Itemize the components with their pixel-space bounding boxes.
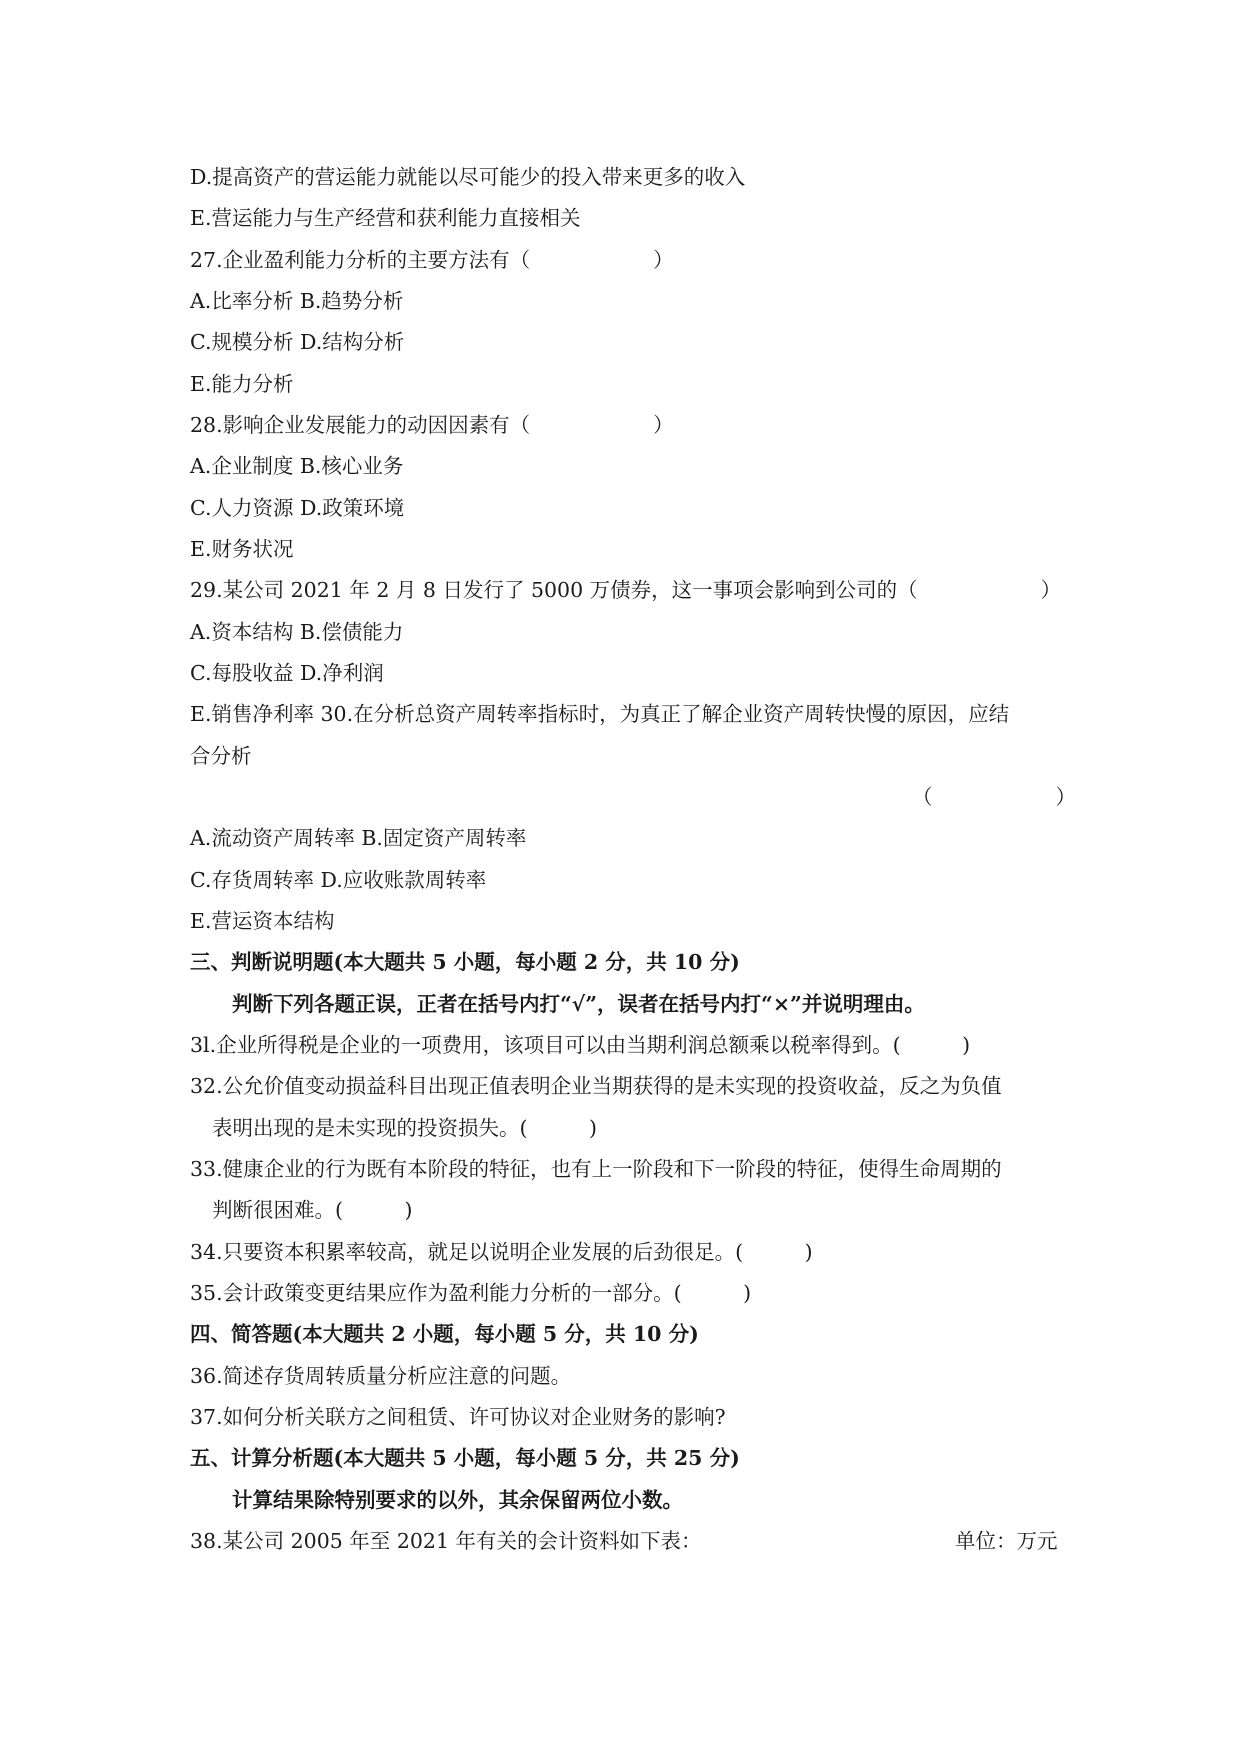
options-30ab: A.流动资产周转率 B.固定资产周转率: [190, 826, 527, 850]
section-4-heading: 四、简答题(本大题共 2 小题，每小题 5 分，共 10 分): [190, 1322, 699, 1346]
question-31: 3l.企业所得税是企业的一项费用，该项目可以由当期利润总额乘以税率得到。( ): [190, 1033, 971, 1057]
section-5-instructions: 计算结果除特别要求的以外，其余保留两位小数。: [232, 1488, 683, 1512]
question-28: 28.影响企业发展能力的动因因素有（ ）: [190, 413, 674, 437]
option-30e: E.营运资本结构: [190, 909, 335, 933]
options-28ab: A.企业制度 B.核心业务: [190, 454, 404, 478]
option-29e-question-30: E.销售净利率 30.在分析总资产周转率指标时，为真正了解企业资产周转快慢的原因，应结: [190, 702, 1010, 726]
options-28cd: C.人力资源 D.政策环境: [190, 496, 405, 520]
option-27e: E.能力分析: [190, 372, 294, 396]
question-32: 32.公允价值变动损益科目出现正值表明企业当期获得的是未实现的投资收益，反之为负值: [190, 1074, 1002, 1098]
question-29: 29.某公司 2021 年 2 月 8 日发行了 5000 万债券，这一事项会影响到公司的（ ）: [190, 578, 1062, 602]
section-5-heading: 五、计算分析题(本大题共 5 小题，每小题 5 分，共 25 分): [190, 1446, 740, 1470]
question-30-continued: 合分析: [190, 744, 252, 768]
section-3-instructions: 判断下列各题正误，正者在括号内打“√”，误者在括号内打“×”并说明理由。: [232, 992, 925, 1016]
question-27: 27.企业盈利能力分析的主要方法有（ ）: [190, 248, 674, 272]
options-27cd: C.规模分析 D.结构分析: [190, 330, 405, 354]
option-26e: E.营运能力与生产经营和获利能力直接相关: [190, 206, 581, 230]
question-37: 37.如何分析关联方之间租赁、许可协议对企业财务的影响?: [190, 1405, 726, 1429]
option-28e: E.财务状况: [190, 537, 294, 561]
options-29ab: A.资本结构 B.偿债能力: [190, 620, 404, 644]
question-38: 38.某公司 2005 年至 2021 年有关的会计资料如下表：: [190, 1529, 702, 1553]
unit-label: 单位：万元: [955, 1529, 1058, 1553]
question-34: 34.只要资本积累率较高，就足以说明企业发展的后劲很足。( ): [190, 1240, 813, 1264]
option-26d: D.提高资产的营运能力就能以尽可能少的投入带来更多的收入: [190, 165, 746, 189]
question-36: 36.简述存货周转质量分析应注意的问题。: [190, 1364, 572, 1388]
question-32-continued: 表明出现的是未实现的投资损失。( ): [212, 1116, 597, 1140]
options-27ab: A.比率分析 B.趋势分析: [190, 289, 404, 313]
options-30cd: C.存货周转率 D.应收账款周转率: [190, 868, 487, 892]
question-35: 35.会计政策变更结果应作为盈利能力分析的一部分。( ): [190, 1281, 752, 1305]
options-29cd: C.每股收益 D.净利润: [190, 661, 384, 685]
section-3-heading: 三、判断说明题(本大题共 5 小题，每小题 2 分，共 10 分): [190, 950, 740, 974]
question-33-continued: 判断很困难。( ): [212, 1198, 413, 1222]
question-33: 33.健康企业的行为既有本阶段的特征，也有上一阶段和下一阶段的特征，使得生命周期的: [190, 1157, 1002, 1181]
question-30-answer-blank: （ ）: [912, 785, 1076, 809]
